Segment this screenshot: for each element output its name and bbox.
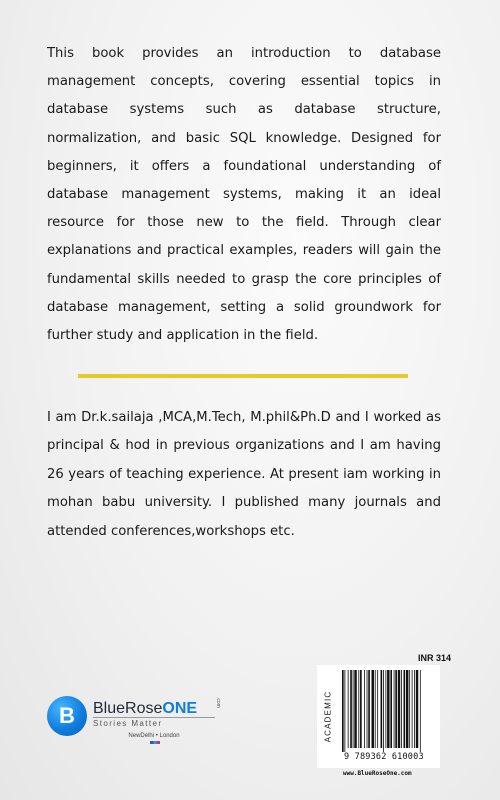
barcode-bar [420, 670, 421, 752]
barcode-bar [409, 670, 410, 748]
barcode-bar [383, 670, 384, 752]
publisher-cities: NewDelhi • London [128, 733, 180, 739]
barcode-bar [348, 670, 349, 748]
book-description: This book provides an introduction to database management concepts, covering essential topics in database systems such as database structure, normalization, and basic SQL knowledge. Designed for beginners, it offers a foundational understanding of database management systems, making it an ideal resource for those new to the field. Through clear explanations and practical examples, readers will gain the fundamental skills needed to grasp the core principles of database management, setting a solid groundwork for further study and application in the field. [47, 46, 441, 344]
barcode-bar [344, 670, 345, 752]
barcode-bar [360, 670, 362, 748]
publisher-logo [47, 696, 247, 746]
barcode-bar [377, 670, 378, 748]
barcode-bar [354, 670, 356, 748]
barcode-bar [381, 670, 383, 748]
logo-letter: B [59, 703, 75, 728]
barcode-bar [375, 670, 376, 748]
barcode-bar [387, 670, 389, 748]
barcode-bar [372, 670, 374, 748]
publisher-domain-suffix: .com [215, 697, 221, 708]
barcode-bar [412, 670, 413, 748]
barcode-bar [342, 670, 344, 752]
barcode-bar [401, 670, 402, 748]
isbn-barcode-icon [342, 670, 438, 752]
price-label: INR 314 [418, 653, 452, 663]
barcode-bar [395, 670, 397, 748]
barcode-bar [358, 670, 359, 748]
barcode-bar [406, 670, 408, 748]
barcode-bar [416, 670, 418, 748]
author-bio: I am Dr.k.sailaja ,MCA,M.Tech, M.phil&Ph.D and I worked as principal & hod in previous organizations and I am having 26 years of teaching experience. At present iam working in mohan babu university. I published many journals and attended conferences,workshops etc. [47, 410, 441, 539]
isbn-digits: 9 789362 610003 [344, 752, 424, 762]
barcode-bar [353, 670, 354, 748]
category-text: ACADEMIC [323, 690, 333, 743]
publisher-tagline: Stories Matter [93, 717, 215, 729]
barcode-bar [398, 670, 400, 748]
barcode-bar [350, 670, 352, 748]
category-label [317, 665, 339, 768]
barcode-bar [385, 670, 386, 748]
publisher-name [93, 701, 197, 717]
barcode-bar [404, 670, 406, 748]
barcode-bar [368, 670, 370, 748]
barcode-bar [367, 670, 368, 748]
barcode-bar [364, 670, 365, 748]
barcode-bar [394, 670, 395, 748]
barcode-bar [390, 670, 392, 748]
barcode-bar [414, 670, 415, 748]
publisher-name-accent: ONE [162, 700, 198, 717]
gold-divider [78, 374, 408, 378]
publisher-name-main: BlueRose [93, 700, 163, 717]
publisher-website: www.BlueRoseOne.com [343, 770, 412, 777]
social-media-icon [150, 741, 160, 744]
